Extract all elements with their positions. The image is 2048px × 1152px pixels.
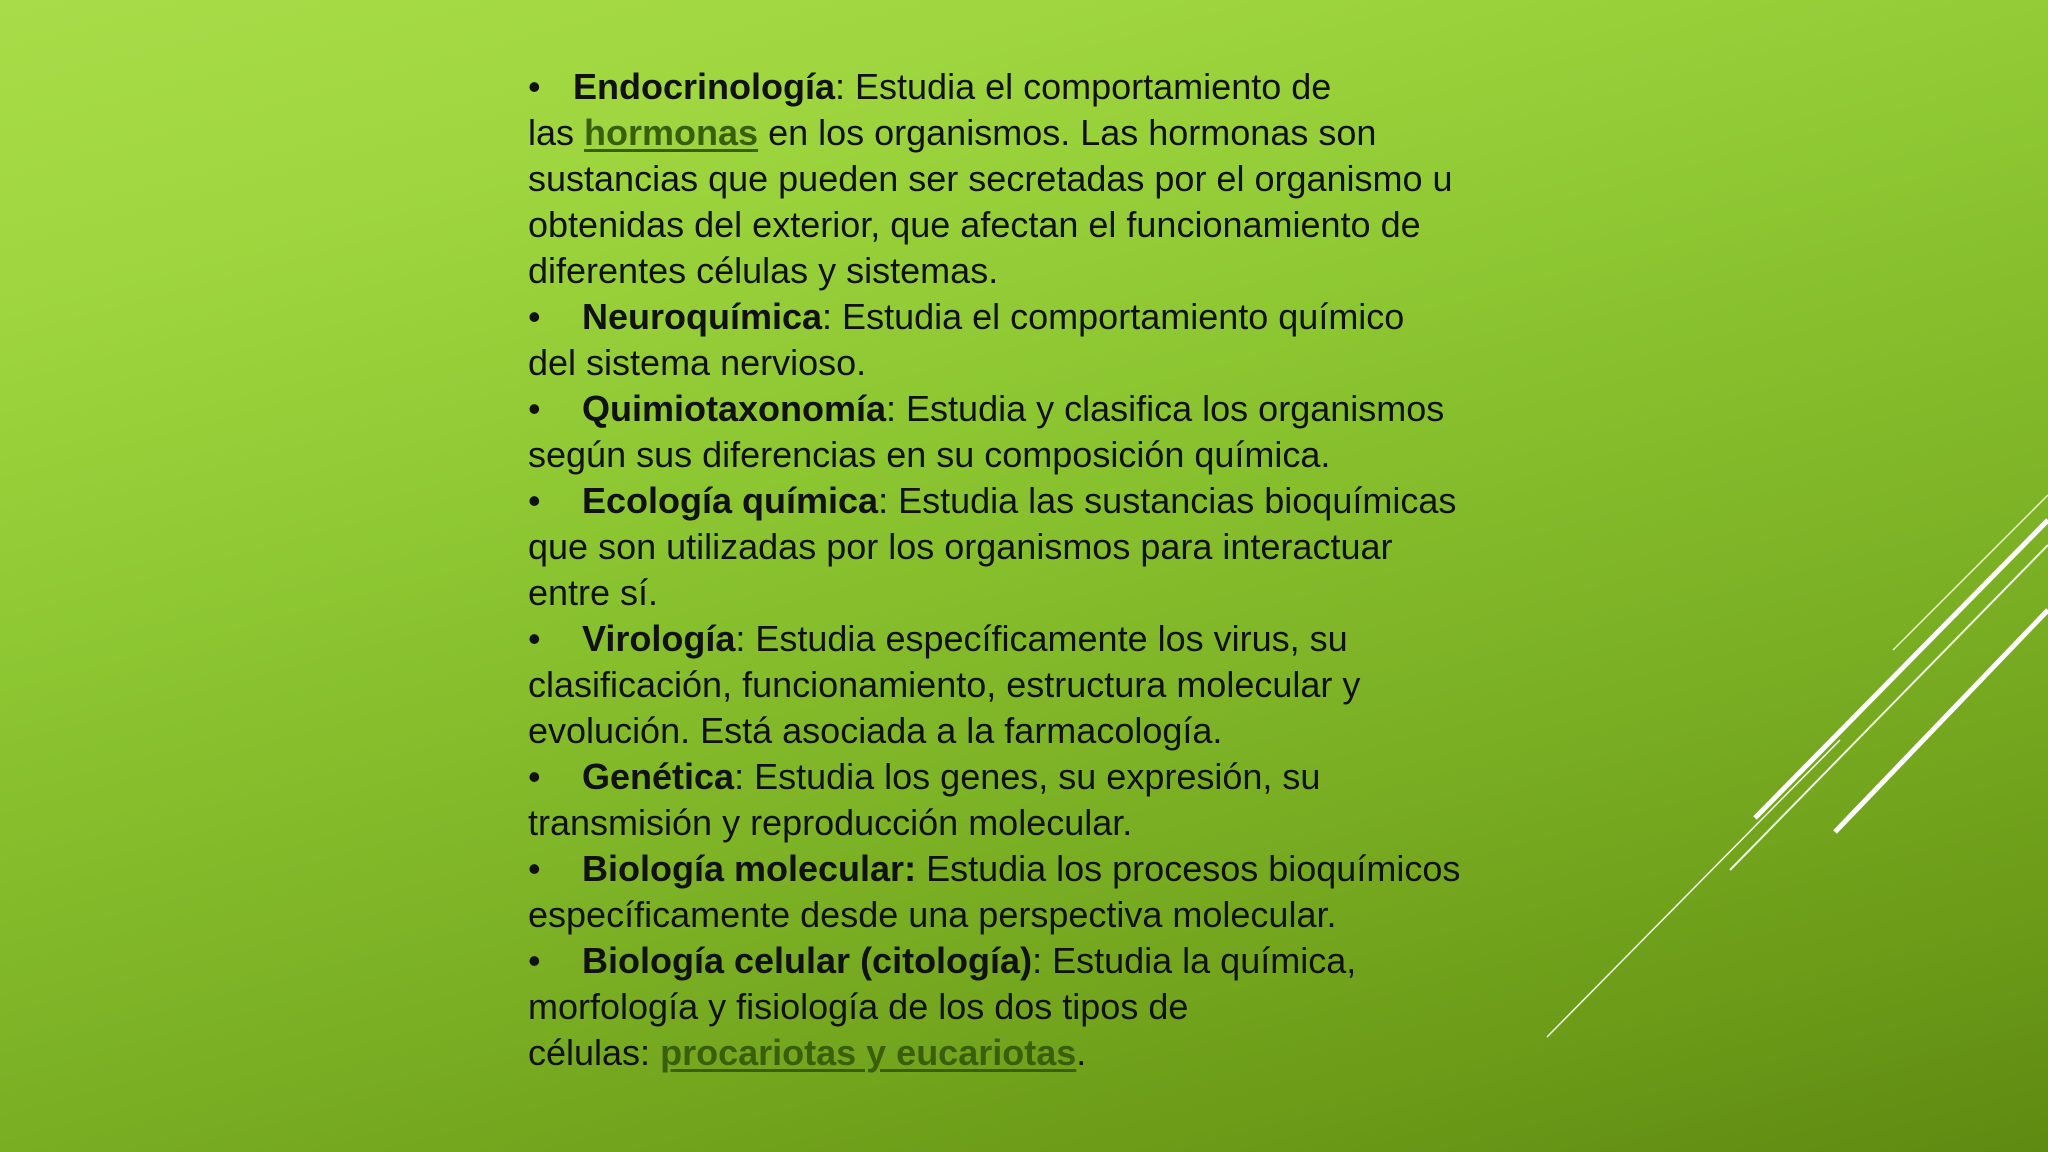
text: diferentes células y sistemas. bbox=[528, 250, 999, 291]
term: Biología molecular: bbox=[582, 848, 917, 889]
entry-genetica bbox=[528, 754, 1528, 846]
description: : Estudia el comportamiento químico bbox=[822, 296, 1405, 337]
term: Quimiotaxonomía bbox=[582, 388, 887, 429]
text: células: bbox=[528, 1032, 661, 1073]
bullet: • bbox=[528, 618, 541, 659]
text: sustancias que pueden ser secretadas por el organismo u bbox=[528, 158, 1453, 199]
entry-biologia-celular bbox=[528, 938, 1528, 1076]
text: en los organismos. Las hormonas son bbox=[758, 112, 1377, 153]
term: Ecología química bbox=[582, 480, 879, 521]
text: . bbox=[1076, 1032, 1087, 1073]
entry-virologia bbox=[528, 616, 1528, 754]
text: específicamente desde una perspectiva molecular. bbox=[528, 894, 1337, 935]
description: : Estudia específicamente los virus, su bbox=[735, 618, 1348, 659]
term: Neuroquímica bbox=[582, 296, 823, 337]
bullet: • bbox=[528, 480, 541, 521]
description: : Estudia las sustancias bioquímicas bbox=[878, 480, 1457, 521]
hormonas-link[interactable]: hormonas bbox=[584, 112, 759, 153]
deco-line-1 bbox=[1893, 495, 2048, 650]
text: obtenidas del exterior, que afectan el funcionamiento de bbox=[528, 204, 1421, 245]
entry-quimiotaxonomia bbox=[528, 386, 1528, 478]
procariotas-eucariotas-link[interactable]: procariotas y eucariotas bbox=[660, 1032, 1077, 1073]
text: del sistema nervioso. bbox=[528, 342, 867, 383]
bullet: • bbox=[528, 66, 541, 107]
description: : Estudia los genes, su expresión, su bbox=[734, 756, 1321, 797]
bullet: • bbox=[528, 296, 541, 337]
text-content bbox=[528, 64, 1528, 1076]
text: que son utilizadas por los organismos para interactuar bbox=[528, 526, 1393, 567]
deco-line-3 bbox=[1730, 545, 2048, 870]
bullet: • bbox=[528, 388, 541, 429]
bullet: • bbox=[528, 848, 541, 889]
entry-endocrinologia bbox=[528, 64, 1528, 294]
entry-neuroquimica bbox=[528, 294, 1528, 386]
description: : Estudia y clasifica los organismos bbox=[886, 388, 1445, 429]
description: : Estudia el comportamiento de bbox=[835, 66, 1332, 107]
term: Endocrinología bbox=[573, 66, 836, 107]
deco-line-2 bbox=[1755, 520, 2048, 818]
text: clasificación, funcionamiento, estructura molecular y bbox=[528, 664, 1361, 705]
term: Virología bbox=[582, 618, 736, 659]
description: Estudia los procesos bioquímicos bbox=[916, 848, 1461, 889]
bullet: • bbox=[528, 940, 541, 981]
term: Genética bbox=[582, 756, 735, 797]
description: : Estudia la química, bbox=[1032, 940, 1357, 981]
deco-line-4 bbox=[1835, 610, 2048, 832]
term: Biología celular (citología) bbox=[582, 940, 1033, 981]
deco-line-5 bbox=[1547, 740, 1840, 1037]
text: transmisión y reproducción molecular. bbox=[528, 802, 1133, 843]
entry-ecologia-quimica bbox=[528, 478, 1528, 616]
text: entre sí. bbox=[528, 572, 659, 613]
text: según sus diferencias en su composición química. bbox=[528, 434, 1331, 475]
text: las bbox=[528, 112, 585, 153]
text: morfología y fisiología de los dos tipos de bbox=[528, 986, 1189, 1027]
bullet: • bbox=[528, 756, 541, 797]
entry-biologia-molecular bbox=[528, 846, 1528, 938]
text: evolución. Está asociada a la farmacología. bbox=[528, 710, 1223, 751]
